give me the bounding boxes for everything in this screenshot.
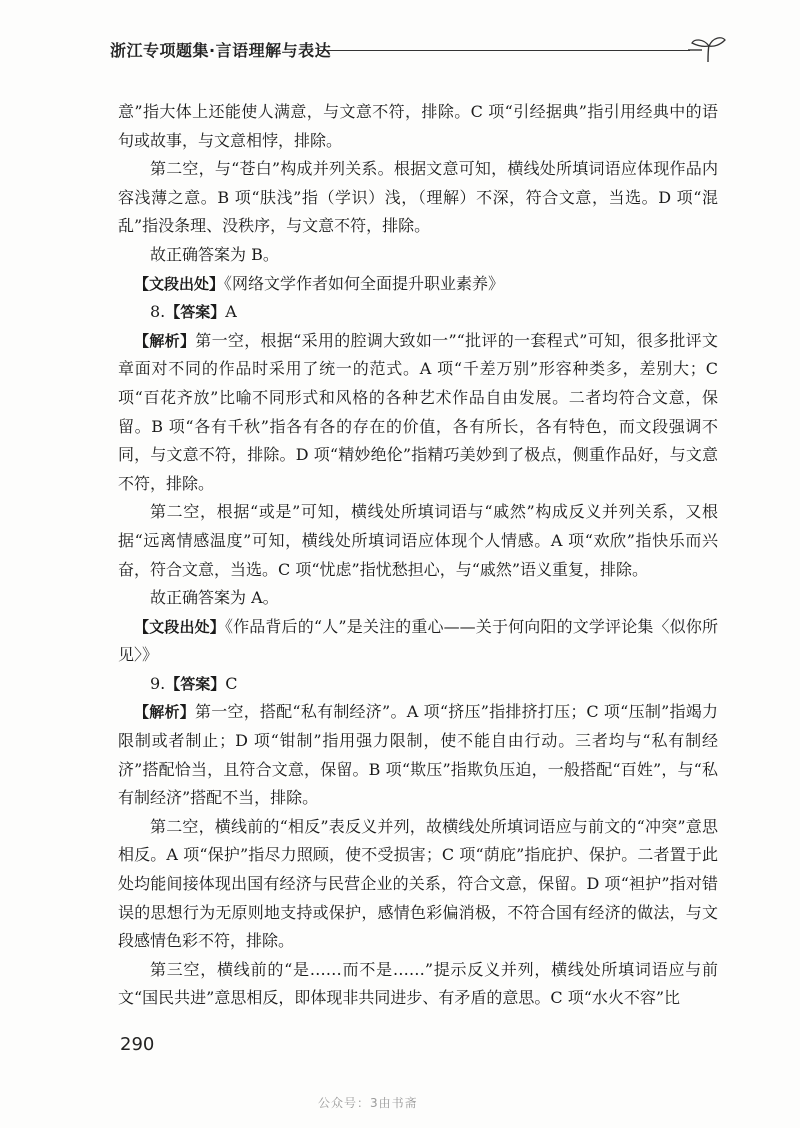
question-number: 9. bbox=[150, 673, 166, 693]
paragraph: 第二空，根据“或是”可知，横线处所填词语与“戚然”构成反义并列关系，又根据“远离情感温度”可知，横线处所填词语应体现个人情感。A 项“欢欣”指快乐而兴奋，符合文意，当选。C 项“忧虑”指忧愁担心，与“戚然”语义重复，排除。 bbox=[118, 502, 718, 579]
answer-label: 【答案】 bbox=[165, 303, 226, 322]
analysis-label: 【解析】 bbox=[134, 703, 195, 722]
question-answer-line bbox=[118, 298, 718, 327]
source-label: 【文段出处】 bbox=[134, 617, 225, 636]
answer-label: 【答案】 bbox=[165, 674, 226, 693]
answer-conclusion: 故正确答案为 B。 bbox=[150, 244, 279, 264]
paragraph: 第二空，与“苍白”构成并列关系。根据文意可知，横线处所填词语应体现作品内容浅薄之意。B 项“肤浅”指（学识）浅，（理解）不深，符合文意，当选。D 项“混乱”指没条理、没秩序，与文意不符，排除。 bbox=[118, 159, 718, 236]
page-number: 290 bbox=[120, 1034, 155, 1055]
header-rule bbox=[318, 50, 690, 51]
analysis-text: 第一空，根据“采用的腔调大致如一”“批评的一套程式”可知，很多批评文章面对不同的作品时采用了统一的范式。A 项“千差万别”形容种类多，差别大；C 项“百花齐放”比喻不同形式和风格的各种艺术作品自由发展。二者均符合文意，保留。B 项“各有千秋”指各有各的存在的价值，各有所长，各有特色，而文段强调不同，与文意不符，排除。D 项“精妙绝伦”指精巧美妙到了极点，侧重作品好，与文意不符，排除。 bbox=[118, 330, 718, 493]
analysis-paragraph bbox=[118, 327, 718, 499]
analysis-paragraph bbox=[118, 698, 718, 812]
source-label: 【文段出处】 bbox=[134, 274, 225, 293]
analysis-label: 【解析】 bbox=[134, 331, 196, 350]
source-text: 《作品背后的“人”是关注的重心——关于何向阳的文学评论集〈似你所见〉》 bbox=[118, 616, 718, 665]
source-line bbox=[118, 270, 718, 299]
answer-conclusion: 故正确答案为 A。 bbox=[150, 588, 279, 608]
header-title: 浙江专项题集·言语理解与表达 bbox=[110, 41, 332, 60]
answer-value: C bbox=[225, 673, 238, 693]
source-line bbox=[118, 613, 718, 670]
source-text: 《网络文学作者如何全面提升职业素养》 bbox=[224, 273, 505, 293]
analysis-text: 第一空，搭配“私有制经济”。A 项“挤压”指排挤打压；C 项“压制”指竭力限制或者制止；D 项“钳制”指用强力限制，使不能自由行动。三者均与“私有制经济”搭配恰当，且符合文意，保留。B 项“欺压”指欺负压迫，一般搭配“百姓”，与“私有制经济”搭配不当，排除。 bbox=[118, 702, 718, 808]
question-number: 8. bbox=[150, 302, 166, 322]
main-text bbox=[118, 98, 718, 1013]
paragraph: 第三空，横线前的“是……而不是……”提示反义并列，横线处所填词语应与前文“国民共进”意思相反，即体现非共同进步、有矛盾的意思。C 项“水火不容”比 bbox=[118, 959, 718, 1008]
sprout-icon bbox=[688, 34, 728, 64]
answer-value: A bbox=[225, 302, 237, 322]
running-header bbox=[110, 34, 720, 66]
question-answer-line bbox=[118, 670, 718, 699]
paragraph: 第二空，横线前的“相反”表反义并列，故横线处所填词语应与前文的“冲突”意思相反。A 项“保护”指尽力照顾，使不受损害；C 项“荫庇”指庇护、保护。二者置于此处均能间接体现出国有经济与民营企业的关系，符合文意，保留。D 项“袒护”指对错误的思想行为无原则地支持或保护，感情色彩偏消极，不符合国有经济的做法，与文段感情色彩不符，排除。 bbox=[118, 816, 718, 951]
watermark-text: 公众号：3由书斋 bbox=[318, 1096, 418, 1110]
paragraph: 意”指大体上还能使人满意，与文意不符，排除。C 项“引经据典”指引用经典中的语句或故事，与文意相悖，排除。 bbox=[118, 102, 718, 150]
